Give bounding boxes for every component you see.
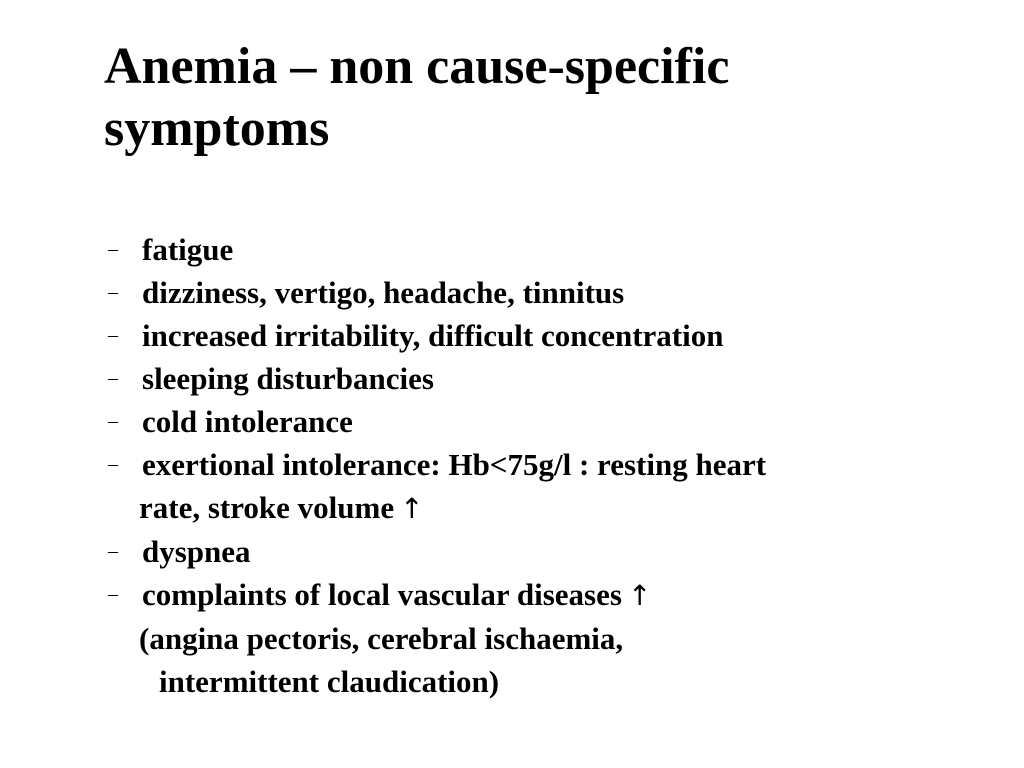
- list-item-text: dyspnea: [142, 534, 251, 569]
- bullet-dash-icon: –: [108, 540, 118, 562]
- bullet-dash-icon: –: [108, 238, 118, 260]
- list-item-fatigue: [108, 228, 998, 271]
- list-item-text: cold intolerance: [142, 404, 353, 439]
- slide-title-line-2: symptoms: [104, 100, 330, 157]
- list-item-sub-line-1: (angina pectoris, cerebral ischaemia,: [139, 621, 624, 656]
- list-item-exertional-intolerance: [108, 443, 998, 530]
- list-item-continuation: [139, 486, 998, 530]
- list-item-text: dizziness, vertigo, headache, tinnitus: [142, 275, 625, 310]
- list-item-text: increased irritability, difficult concentration: [142, 318, 724, 353]
- list-item-text-with-arrow: [142, 573, 998, 617]
- bullet-dash-icon: –: [108, 367, 118, 389]
- list-item-continuation-text: rate, stroke volume: [139, 490, 395, 525]
- bullet-dash-icon: –: [108, 453, 118, 475]
- bullet-dash-icon: –: [108, 410, 118, 432]
- slide-title: [104, 36, 984, 160]
- list-item-text: fatigue: [142, 232, 234, 267]
- list-item-irritability: [108, 314, 998, 357]
- slide-title-line-1: Anemia – non cause-specific: [104, 38, 730, 95]
- bullet-dash-icon: –: [108, 324, 118, 346]
- list-item-dyspnea: [108, 530, 998, 573]
- list-item-sub-line-2: intermittent claudication): [159, 664, 500, 699]
- list-item-dizziness: [108, 271, 998, 314]
- up-arrow-icon: ↑: [400, 492, 424, 525]
- list-item-text: exertional intolerance: Hb<75g/l : resting heart: [142, 447, 767, 482]
- up-arrow-icon: ↑: [627, 579, 652, 612]
- list-item-text: complaints of local vascular diseases: [142, 577, 622, 612]
- bullet-dash-icon: –: [108, 281, 118, 303]
- list-item-text: sleeping disturbancies: [142, 361, 434, 396]
- bullet-dash-icon: –: [108, 583, 118, 605]
- list-item-vascular-complaints: [108, 573, 998, 703]
- symptom-list: [108, 228, 998, 703]
- list-item-cold-intolerance: [108, 400, 998, 443]
- list-item-sleeping: [108, 357, 998, 400]
